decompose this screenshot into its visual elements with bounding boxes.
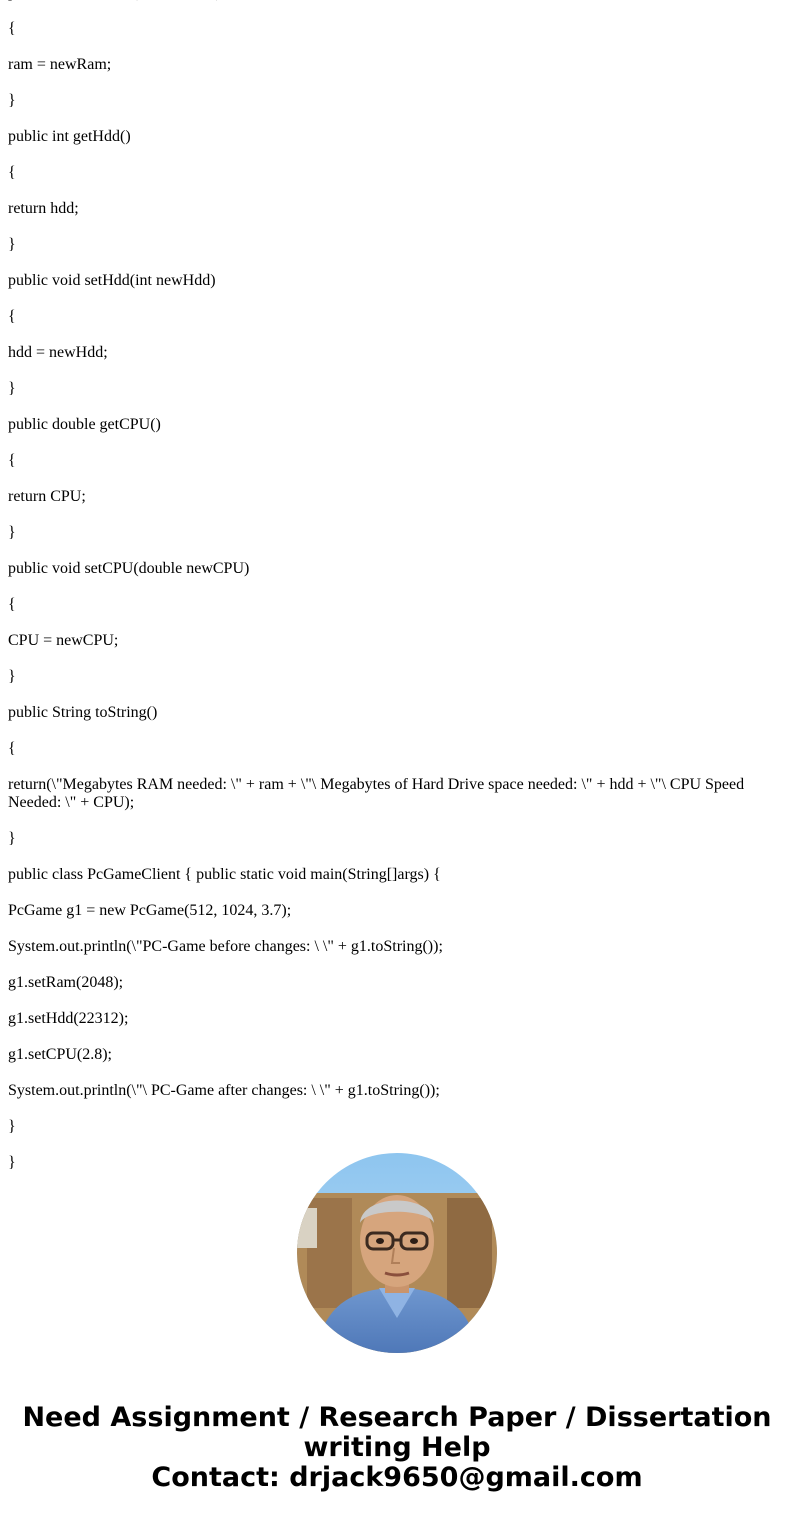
code-line: g1.setHdd(22312);	[8, 1010, 129, 1027]
code-line: PcGame g1 = new PcGame(512, 1024, 3.7);	[8, 902, 292, 919]
promo-line-1: Need Assignment / Research Paper / Dissertation	[22, 1402, 772, 1433]
code-line: {	[8, 740, 16, 757]
code-line: }	[8, 1154, 16, 1171]
code-line: System.out.println(\"\ PC-Game after changes: \ \" + g1.toString());	[8, 1082, 440, 1099]
code-listing	[8, 0, 768, 1190]
code-line: CPU = newCPU;	[8, 632, 119, 649]
code-line: }	[8, 830, 16, 847]
author-photo	[297, 1153, 497, 1353]
author-avatar	[297, 1153, 497, 1353]
code-line: g1.setCPU(2.8);	[8, 1046, 112, 1063]
code-line: }	[8, 1118, 16, 1135]
code-line: }	[8, 668, 16, 685]
code-line: hdd = newHdd;	[8, 344, 108, 361]
code-line: {	[8, 452, 16, 469]
promo-contact: Contact: drjack9650@gmail.com	[151, 1462, 643, 1493]
code-line	[8, 0, 768, 2]
code-line: public double getCPU()	[8, 416, 161, 433]
code-line: {	[8, 20, 16, 37]
code-line: return(\"Megabytes RAM needed: \" + ram + \"\ Megabytes of Hard Drive space needed: \" + hdd + \"\ CPU Speed Needed: \" + CPU);	[8, 776, 745, 811]
code-line: }	[8, 524, 16, 541]
code-line: public void setCPU(double newCPU)	[8, 560, 250, 577]
code-line: {	[8, 164, 16, 181]
code-line: g1.setRam(2048);	[8, 974, 124, 991]
code-line: }	[8, 236, 16, 253]
code-line: {	[8, 308, 16, 325]
code-line: return CPU;	[8, 488, 86, 505]
promo-banner	[0, 1403, 794, 1493]
promo-line-2: writing Help	[303, 1432, 491, 1463]
code-line: public void setHdd(int newHdd)	[8, 272, 216, 289]
code-line: System.out.println(\"PC-Game before changes: \ \" + g1.toString());	[8, 938, 443, 955]
code-line: }	[8, 92, 16, 109]
code-line: {	[8, 596, 16, 613]
code-line: public class PcGameClient { public static void main(String[]args) {	[8, 866, 441, 883]
code-line: }	[8, 380, 16, 397]
code-line: return hdd;	[8, 200, 79, 217]
code-line: public int getHdd()	[8, 128, 131, 145]
code-line: public String toString()	[8, 704, 158, 721]
code-line: ram = newRam;	[8, 56, 112, 73]
